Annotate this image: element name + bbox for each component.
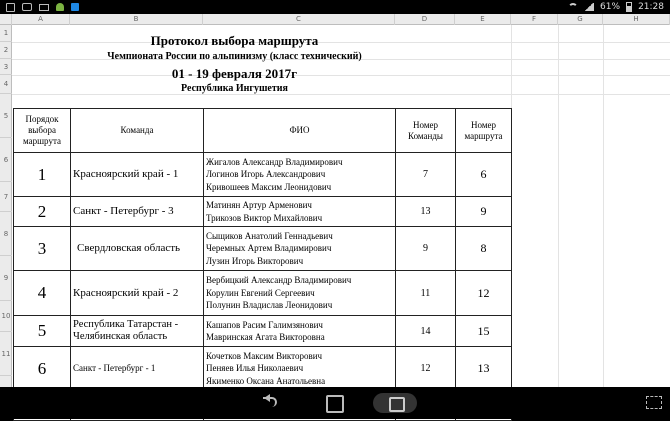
store-icon (71, 3, 79, 11)
row-headers (0, 25, 12, 387)
document-subtitle: Чемпионата России по альпинизму (класс технический) (107, 51, 362, 62)
order-cell[interactable]: 3 (14, 227, 71, 271)
row-header[interactable]: 4 (0, 75, 12, 94)
team-cell[interactable]: Свердловская область (71, 227, 204, 271)
table-row (14, 271, 512, 316)
fio-line: Полунин Владислав Леонидович (206, 300, 333, 311)
fio-line: Сыщиков Анатолий Геннадьевич (206, 230, 333, 241)
battery-icon (626, 2, 632, 12)
header-route-number[interactable]: Номер маршрута (456, 109, 512, 153)
column-header-c[interactable]: C (203, 14, 395, 25)
wifi-icon (568, 3, 578, 11)
fio-line: Кашапов Расим Галимзянович (206, 319, 323, 330)
home-icon[interactable] (318, 393, 348, 413)
column-header-f[interactable]: F (511, 14, 558, 25)
fio-line: Матинян Артур Арменович (206, 200, 312, 210)
order-cell[interactable]: 5 (14, 316, 71, 347)
order-cell[interactable]: 1 (14, 153, 71, 197)
fio-line: Жигалов Александр Владимирович (206, 156, 343, 167)
route-number-cell[interactable]: 15 (456, 316, 512, 347)
clock: 21:28 (638, 2, 664, 12)
table-row (14, 197, 512, 227)
fio-line: Корулин Евгений Сергеевич (206, 287, 315, 298)
fio-line: Логинов Игорь Александрович (206, 169, 326, 180)
document-title: Протокол выбора маршрута (150, 33, 319, 48)
order-cell[interactable]: 2 (14, 197, 71, 227)
table-row (14, 153, 512, 197)
table-row (14, 347, 512, 391)
fio-cell[interactable] (204, 316, 396, 347)
fio-line: Вербицкий Александр Владимирович (206, 275, 352, 286)
back-icon[interactable] (255, 393, 285, 413)
column-header-g[interactable]: G (558, 14, 603, 25)
column-header-h[interactable]: H (603, 14, 670, 25)
team-number-cell[interactable]: 12 (396, 347, 456, 391)
row-header[interactable]: 9 (0, 256, 12, 301)
column-header-d[interactable]: D (395, 14, 455, 25)
notification-icon (6, 3, 15, 12)
team-number-cell[interactable]: 13 (396, 197, 456, 227)
team-number-cell[interactable]: 11 (396, 271, 456, 316)
column-headers (0, 14, 670, 25)
route-number-cell[interactable]: 8 (456, 227, 512, 271)
column-header-b[interactable]: B (70, 14, 203, 25)
corner-cell[interactable] (0, 14, 12, 25)
row-header[interactable]: 6 (0, 138, 12, 182)
document-dates: 01 - 19 февраля 2017г (171, 66, 298, 81)
fio-line: Якименко Оксана Анатольевна (206, 375, 326, 386)
row-header[interactable]: 10 (0, 301, 12, 332)
fio-cell[interactable] (204, 197, 396, 227)
header-team[interactable]: Команда (71, 109, 204, 153)
row-header[interactable]: 8 (0, 212, 12, 256)
row-header[interactable]: 11 (0, 332, 12, 376)
screenshot-icon[interactable] (640, 393, 670, 413)
row-header[interactable]: 5 (0, 94, 12, 138)
team-number-cell[interactable]: 14 (396, 316, 456, 347)
team-cell[interactable]: Республика Татарстан - Челябинская область (71, 316, 204, 347)
fio-cell[interactable] (204, 347, 396, 391)
battery-percent: 61% (600, 2, 621, 12)
order-cell[interactable]: 4 (14, 271, 71, 316)
fio-line: Кривошеев Максим Леонидович (206, 181, 332, 192)
fio-line: Мавринская Агата Викторовна (206, 332, 325, 342)
table-header-row (14, 109, 512, 153)
window-icon (22, 3, 32, 11)
table-row (14, 227, 512, 271)
fio-line: Пеняев Илья Николаевич (206, 363, 304, 374)
team-number-cell[interactable]: 7 (396, 153, 456, 197)
spreadsheet[interactable] (0, 14, 670, 387)
status-bar (0, 0, 670, 14)
mail-icon (39, 4, 49, 11)
route-number-cell[interactable]: 6 (456, 153, 512, 197)
fio-cell[interactable] (204, 153, 396, 197)
column-header-a[interactable]: A (12, 14, 70, 25)
team-cell[interactable]: Красноярский край - 1 (71, 153, 204, 197)
fio-line: Кочетков Максим Викторович (206, 350, 323, 361)
protocol-table (13, 108, 512, 421)
row-header[interactable]: 1 (0, 25, 12, 42)
fio-line: Трикозов Виктор Михайлович (206, 212, 323, 223)
row-header[interactable]: 2 (0, 42, 12, 59)
team-cell[interactable]: Санкт - Петербург - 3 (71, 197, 204, 227)
header-order[interactable]: Порядок выбора маршрута (14, 109, 71, 153)
route-number-cell[interactable]: 13 (456, 347, 512, 391)
header-team-number[interactable]: Номер Команды (396, 109, 456, 153)
header-fio[interactable]: ФИО (204, 109, 396, 153)
team-number-cell[interactable]: 9 (396, 227, 456, 271)
route-number-cell[interactable]: 12 (456, 271, 512, 316)
fio-cell[interactable] (204, 271, 396, 316)
team-cell[interactable]: Красноярский край - 2 (71, 271, 204, 316)
fio-cell[interactable] (204, 227, 396, 271)
row-header[interactable]: 7 (0, 182, 12, 212)
fio-line: Лузин Игорь Викторович (206, 255, 304, 266)
fio-line: Черемных Артем Владимирович (206, 243, 332, 254)
signal-icon (584, 3, 594, 11)
order-cell[interactable]: 6 (14, 347, 71, 391)
team-cell[interactable]: Санкт - Петербург - 1 (71, 347, 204, 391)
table-row (14, 316, 512, 347)
recent-apps-icon[interactable] (373, 393, 417, 413)
android-icon (56, 3, 64, 11)
document-location: Республика Ингушетия (181, 83, 288, 94)
row-header[interactable]: 3 (0, 59, 12, 75)
route-number-cell[interactable]: 9 (456, 197, 512, 227)
navigation-bar (0, 387, 670, 419)
column-header-e[interactable]: E (455, 14, 511, 25)
